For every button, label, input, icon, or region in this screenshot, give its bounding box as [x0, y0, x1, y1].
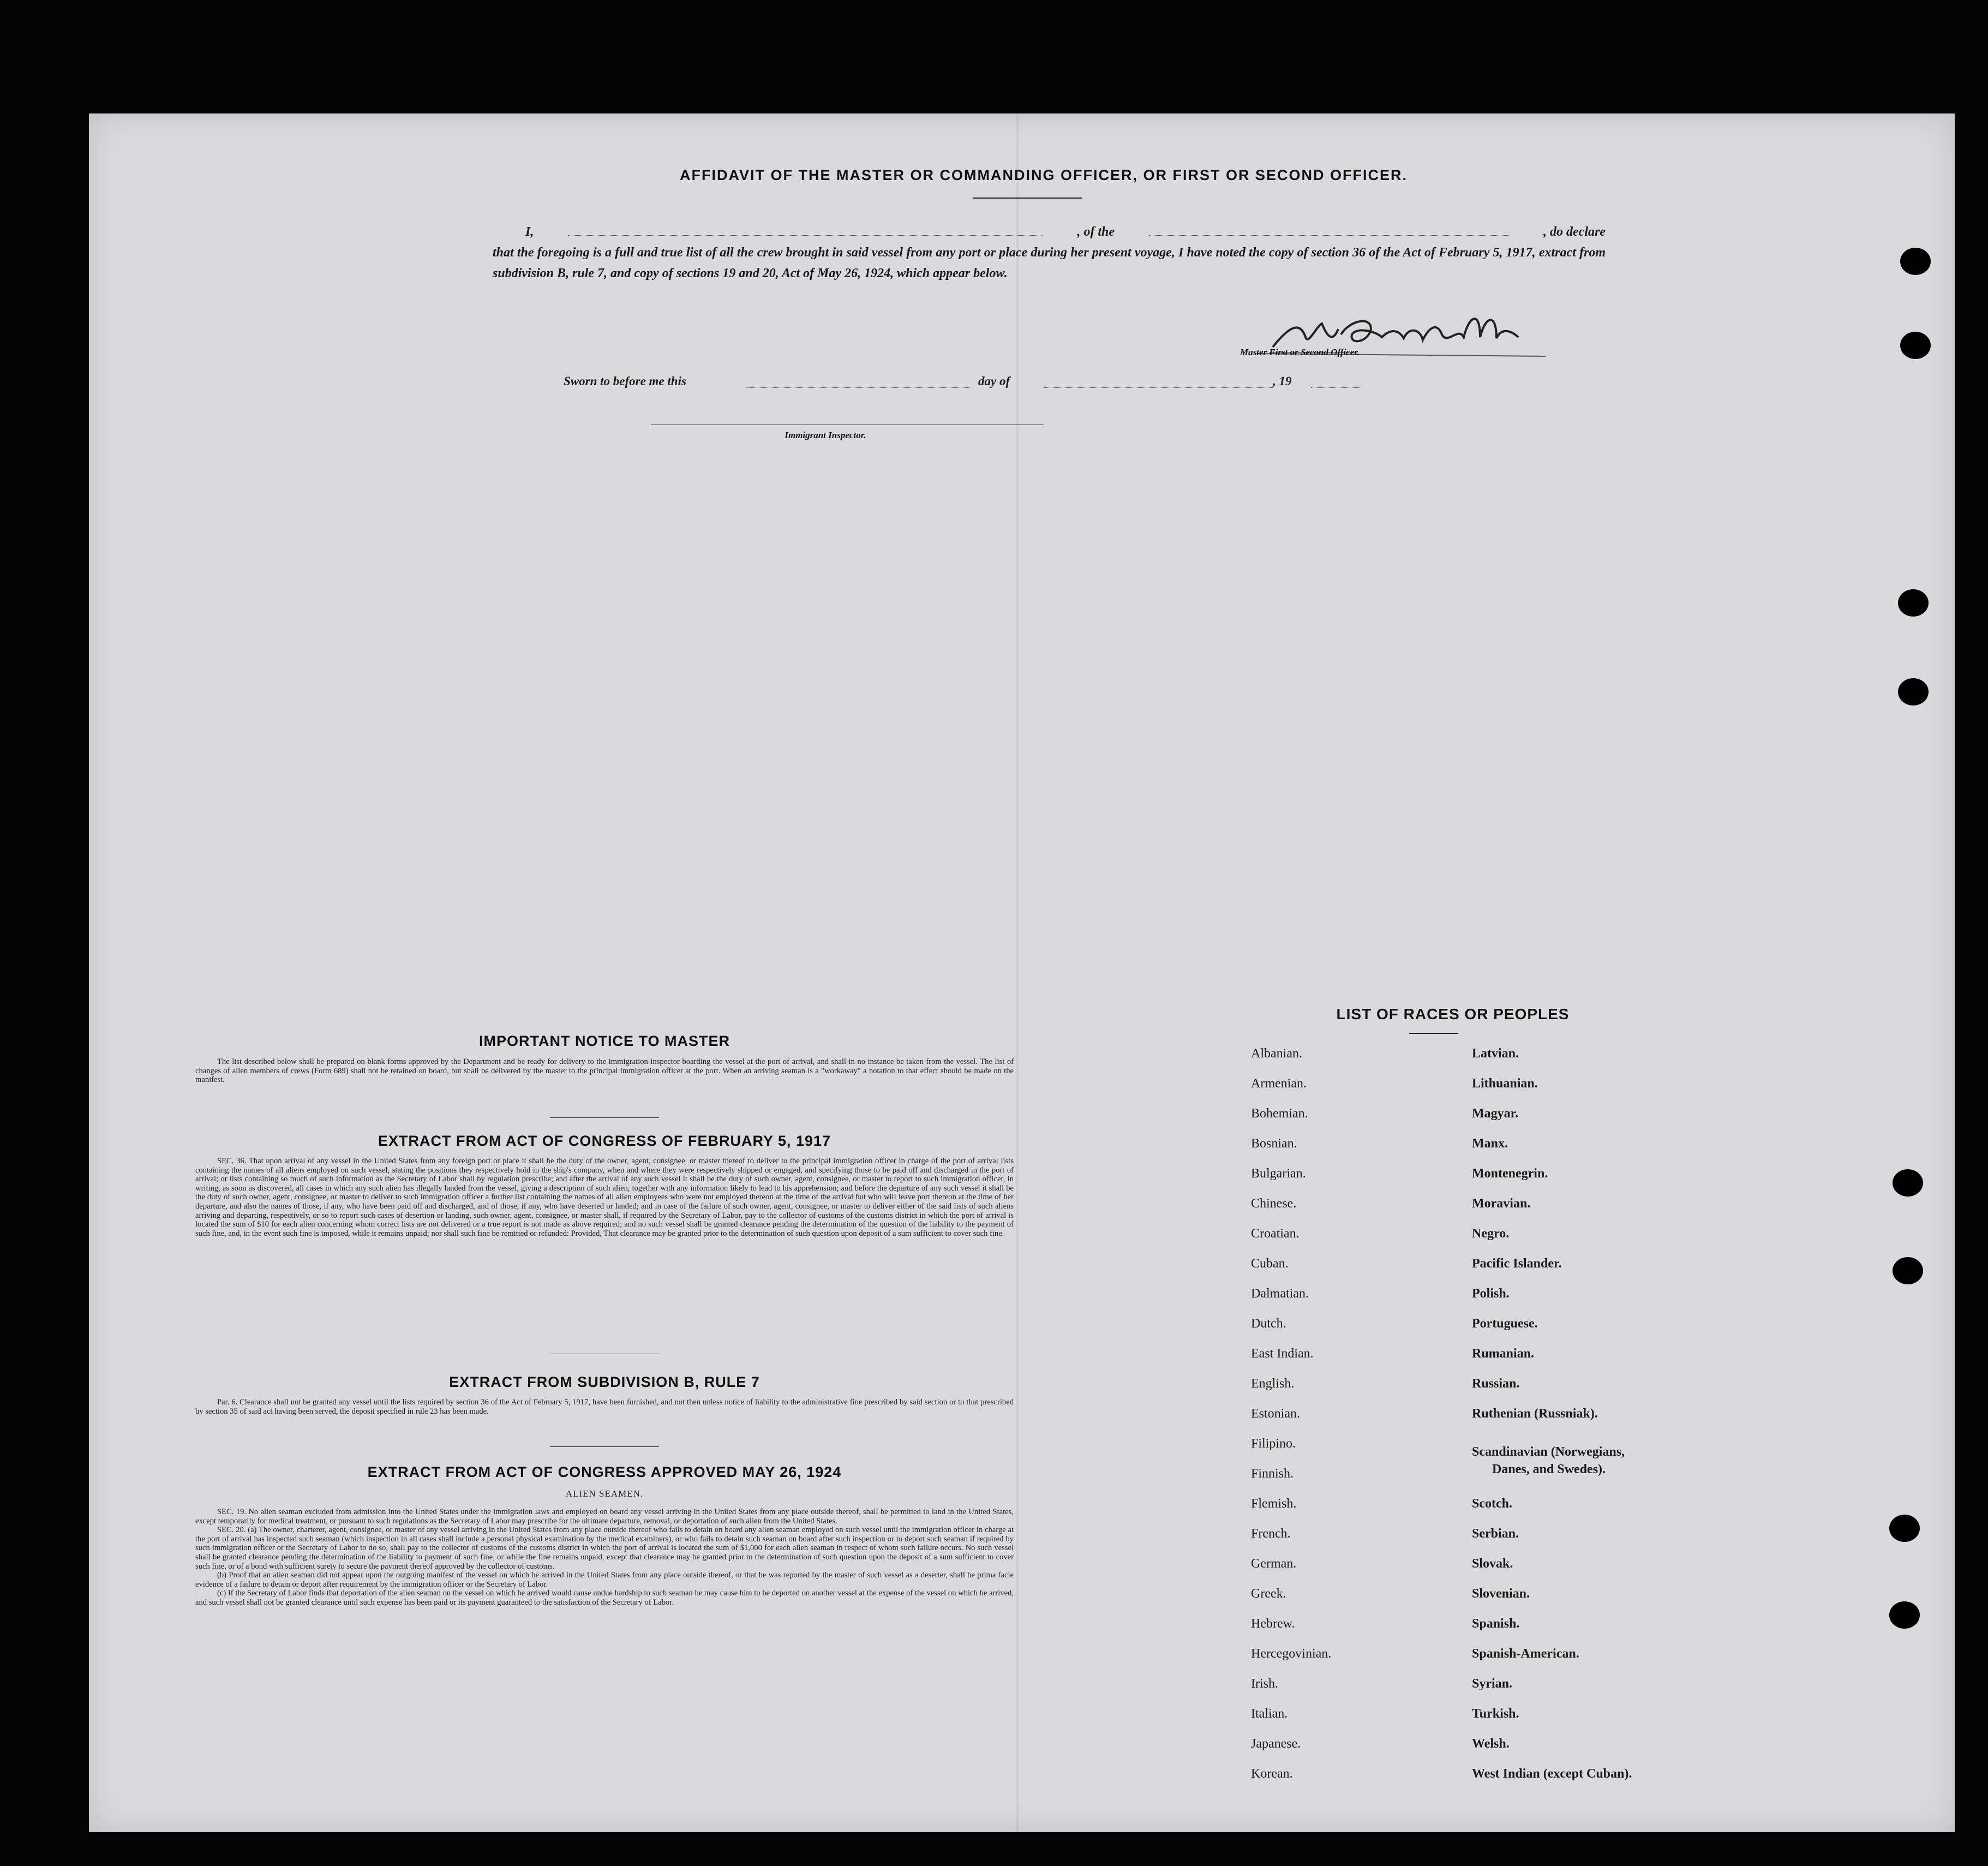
- race-left-item: Dutch.: [1251, 1317, 1286, 1331]
- extract-1924-text: [195, 1508, 1014, 1607]
- race-right-item: Montenegrin.: [1472, 1167, 1548, 1181]
- document-sheet: [89, 113, 1955, 1832]
- race-left-item: Irish.: [1251, 1677, 1278, 1691]
- race-right-item: Pacific Islander.: [1472, 1257, 1562, 1271]
- race-left-item: German.: [1251, 1557, 1297, 1571]
- of-the-label: , of the: [1077, 225, 1115, 239]
- race-right-item: Latvian.: [1472, 1046, 1519, 1061]
- punch-hole: [1898, 589, 1929, 617]
- affidavit-statement: that the foregoing is a full and true list of all the crew brought in said vessel from any port or place during her present voyage, I have noted the copy of section 36 of the Act of February 5, 1917, extract from subdivision B, rule 7, and copy of sections 19 and 20, Act of May 26, 1924, which appear below.: [493, 246, 1606, 280]
- paragraph-6: Par. 6. Clearance shall not be granted any vessel until the lists required by section 36 of the Act of February 5, 1917, have been furnished, and not then unless notice of liability to the administrative fine prescribed by said section or to that prescribed by section 35 of said act having been served, the deposit specified in rule 23 has been made.: [195, 1398, 1014, 1416]
- race-right-item: Magyar.: [1472, 1107, 1519, 1121]
- race-right-item: Russian.: [1472, 1377, 1520, 1391]
- signature-label-end: .: [1357, 347, 1360, 357]
- race-right-item: Manx.: [1472, 1137, 1508, 1151]
- extract-1917-title: EXTRACT FROM ACT OF CONGRESS OF FEBRUARY 5, 1917: [378, 1133, 831, 1149]
- race-left-item: Korean.: [1251, 1767, 1293, 1781]
- race-right-item: Moravian.: [1472, 1197, 1531, 1211]
- race-left-item: Bohemian.: [1251, 1107, 1308, 1121]
- race-left-item: French.: [1251, 1527, 1291, 1541]
- race-left-item: East Indian.: [1251, 1347, 1314, 1361]
- race-right-item: Negro.: [1472, 1227, 1510, 1241]
- extract-rule7-title: EXTRACT FROM SUBDIVISION B, RULE 7: [449, 1374, 760, 1390]
- sworn-label: Sworn to before me this: [564, 374, 686, 388]
- sworn-month-field[interactable]: [1044, 375, 1273, 388]
- notice-text: [195, 1057, 1014, 1085]
- race-right-item: Turkish.: [1472, 1707, 1519, 1721]
- notice-paragraph: The list described below shall be prepared on blank forms approved by the Department and be ready for delivery to the immigration inspector boarding the vessel at the port of arrival, and shall in no instance be taken from the vessel. The list of changes of alien members of crews (Form 689) shall not be retained on board, but shall be delivered by the master to the principal immigration officer at the port. When an arriving seaman is a "workaway" a notation to that effect should be made on the manifest.: [195, 1057, 1014, 1085]
- declarant-i: I,: [525, 225, 534, 239]
- signature-label-master: Master: [1240, 347, 1270, 357]
- race-right-item: Portuguese.: [1472, 1317, 1538, 1331]
- punch-hole: [1900, 332, 1931, 359]
- signature-label-struck: First or Second Officer: [1269, 347, 1358, 357]
- punch-hole: [1893, 1169, 1923, 1197]
- page-fold: [1016, 113, 1019, 1832]
- race-right-item: Welsh.: [1472, 1737, 1510, 1751]
- race-right-item: Danes, and Swedes).: [1492, 1462, 1606, 1476]
- punch-hole: [1893, 1257, 1923, 1284]
- race-right-item: Syrian.: [1472, 1677, 1513, 1691]
- declarant-name-field[interactable]: [568, 223, 1043, 236]
- punch-hole: [1889, 1515, 1920, 1542]
- affidavit-body: [493, 222, 1606, 284]
- races-title-rule: [1409, 1033, 1458, 1034]
- race-right-item: Ruthenian (Russniak).: [1472, 1407, 1598, 1421]
- divider: [550, 1446, 659, 1447]
- race-right-item: Scotch.: [1472, 1497, 1512, 1511]
- race-left-item: Dalmatian.: [1251, 1287, 1309, 1301]
- section-20b-paragraph: (b) Proof that an alien seaman did not appear upon the outgoing manifest of the vessel on which he arrived in the United States from any place outside thereof, or that he was reported by the master of such vessel as a deserter, shall be prima facie evidence of a failure to detain or deport after requirement by the immigration officer or the Secretary of Labor.: [195, 1571, 1014, 1589]
- race-left-item: Greek.: [1251, 1587, 1286, 1601]
- do-declare-label: , do declare: [1543, 225, 1606, 239]
- alien-seamen-subtitle: ALIEN SEAMEN.: [565, 1488, 644, 1499]
- section-36-paragraph: SEC. 36. That upon arrival of any vessel in the United States from any foreign port or place it shall be the duty of the owner, agent, consignee, or master thereof to deliver to the principal immigration officer in charge of the port of arrival lists containing the names of all aliens employed on such vessel, stating the positions they respectively hold in the ship's company, when and where they were respectively shipped or engaged, and specifying those to be paid off and discharged in the port of arrival; or lists containing so much of such information as the Secretary of Labor shall by regulation prescribe; and after the arrival of any such vessel it shall be the duty of such owner, agent, consignee, or master to report to such immigration officer, in writing, as soon as discovered, all cases in which any such alien has illegally landed from the vessel, giving a description of such alien, together with any information likely to lead to his apprehension; and before the departure of any such vessel it shall be the duty of such owner, agent, consignee, or master to deliver to such immigration officer a further list containing the names of all alien employees who were not employed thereon at the time of the arrival but who will leave port thereon at the time of her departure, and also the names of those, if any, who have been paid off and discharged, and of those, if any, who have deserted or landed; and in case of the failure of such owner, agent, consignee, or master to deliver either of the said lists of such aliens arriving and departing, respectively, or so to report such cases of desertion or landing, such owner, agent, consignee, or master shall, if required by the Secretary of Labor, pay to the collector of customs of the customs district in which the port of arrival is located the sum of $10 for each alien concerning whom correct lists are not delivered or a true report is not made as above required; and no such vessel shall be granted clearance pending the determination of the question of the liability to the payment of such fine, and, in the event such fine is imposed, while it remains unpaid; nor shall such fine be remitted or refunded: Provided, That clearance may be granted prior to the determination of such question upon deposit of a sum sufficient to cover such fine.: [195, 1157, 1014, 1238]
- section-19-paragraph: SEC. 19. No alien seaman excluded from admission into the United States under the immigration laws and employed on board any vessel arriving in the United States from any place outside thereof, shall be permitted to land in the United States, except temporarily for medical treatment, or pursuant to such regulations as the Secretary of Labor may prescribe for the ultimate departure, removal, or deportation of such alien from the United States.: [195, 1508, 1014, 1526]
- section-20c-paragraph: (c) If the Secretary of Labor finds that deportation of the alien seaman on the vessel on which he arrived would cause undue hardship to such seaman he may cause him to be deported on another vessel at the expense of the vessel on which he arrived, and such vessel shall not be granted clearance until such expense has been paid or its payment guaranteed to the satisfaction of the Secretary of Labor.: [195, 1589, 1014, 1607]
- declarant-line: [493, 222, 1606, 242]
- sworn-year-field[interactable]: [1311, 375, 1360, 388]
- race-left-item: Estonian.: [1251, 1407, 1300, 1421]
- inspector-signature-rule: [651, 424, 1044, 425]
- race-left-item: Hercegovinian.: [1251, 1647, 1332, 1661]
- race-left-item: Croatian.: [1251, 1227, 1300, 1241]
- punch-hole: [1898, 678, 1929, 705]
- vessel-name-field[interactable]: [1149, 223, 1509, 236]
- race-right-item: Slovak.: [1472, 1557, 1513, 1571]
- extract-rule7-text: [195, 1398, 1014, 1416]
- race-left-item: English.: [1251, 1377, 1295, 1391]
- race-left-item: Filipino.: [1251, 1437, 1296, 1451]
- extract-1917-text: [195, 1157, 1014, 1238]
- races-list-title: LIST OF RACES OR PEOPLES: [1336, 1006, 1570, 1022]
- race-right-item: Spanish.: [1472, 1617, 1520, 1631]
- race-right-item: Serbian.: [1472, 1527, 1519, 1541]
- race-right-item: Rumanian.: [1472, 1347, 1535, 1361]
- race-right-item: Polish.: [1472, 1287, 1510, 1301]
- race-right-item: West Indian (except Cuban).: [1472, 1767, 1632, 1781]
- race-left-item: Finnish.: [1251, 1467, 1294, 1481]
- race-right-item: Lithuanian.: [1472, 1076, 1538, 1091]
- race-left-item: Albanian.: [1251, 1046, 1302, 1061]
- race-left-item: Bulgarian.: [1251, 1167, 1306, 1181]
- race-left-item: Armenian.: [1251, 1076, 1307, 1091]
- extract-1924-title: EXTRACT FROM ACT OF CONGRESS APPROVED MAY 26, 1924: [367, 1464, 842, 1480]
- race-right-item: Scandinavian (Norwegians,: [1472, 1445, 1625, 1459]
- notice-title: IMPORTANT NOTICE TO MASTER: [479, 1033, 730, 1049]
- title-rule: [973, 198, 1082, 199]
- race-right-item: Slovenian.: [1472, 1587, 1530, 1601]
- punch-hole: [1889, 1601, 1920, 1629]
- inspector-label: Immigrant Inspector.: [785, 430, 866, 440]
- affidavit-title: AFFIDAVIT OF THE MASTER OR COMMANDING OFFICER, OR FIRST OR SECOND OFFICER.: [680, 167, 1408, 183]
- signature-label: [1240, 347, 1567, 358]
- race-left-item: Flemish.: [1251, 1497, 1297, 1511]
- year-label: , 19: [1273, 374, 1292, 388]
- day-of-label: day of: [978, 374, 1010, 388]
- race-left-item: Italian.: [1251, 1707, 1288, 1721]
- race-left-item: Cuban.: [1251, 1257, 1289, 1271]
- race-left-item: Hebrew.: [1251, 1617, 1295, 1631]
- section-20a-paragraph: SEC. 20. (a) The owner, charterer, agent, consignee, or master of any vessel arriving in the United States from any place outside thereof who fails to detain on board any alien seaman employed on such vessel until the immigration officer in charge at the port of arrival has inspected such seaman (which inspection in all cases shall include a personal physical examination by the medical examiners), or who fails to detain such seaman on board after such inspection or to deport such seaman if required by such immigration officer or the Secretary of Labor to do so, shall pay to the collector of customs of the customs district in which the port of arrival is located the sum of $1,000 for each alien seaman in respect of whom such failure occurs. No such vessel shall be granted clearance pending the determination of the liability to payment of such fine, or while the fine remains unpaid, except that clearance may be granted prior to the determination of such question upon the deposit of a sum sufficient to cover such fine, or of a bond with sufficient surety to secure the payment thereof approved by the collector of customs.: [195, 1526, 1014, 1571]
- race-left-item: Chinese.: [1251, 1197, 1297, 1211]
- punch-hole: [1900, 248, 1931, 275]
- sworn-day-field[interactable]: [746, 375, 970, 388]
- divider: [550, 1117, 659, 1118]
- race-left-item: Bosnian.: [1251, 1137, 1297, 1151]
- race-left-item: Japanese.: [1251, 1737, 1301, 1751]
- race-right-item: Spanish-American.: [1472, 1647, 1579, 1661]
